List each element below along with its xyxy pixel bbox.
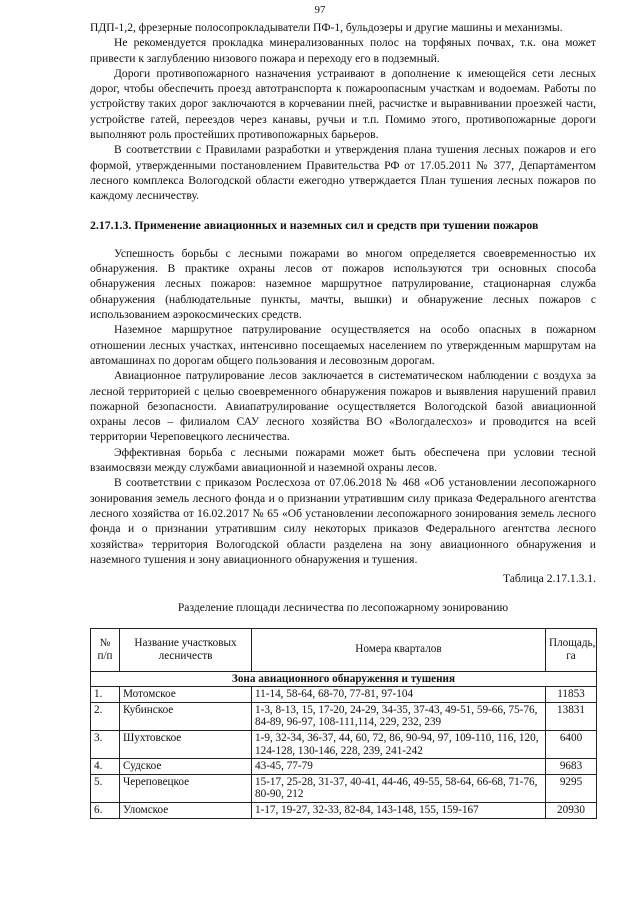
row-quarters: 43-45, 77-79: [252, 759, 546, 775]
row-area: 13831: [546, 702, 597, 730]
paragraph: Эффективная борьба с лесными пожарами может быть обеспечена при условии тесной взаимосвязи между службами авиационной и наземной охраны лесов.: [90, 445, 596, 475]
row-quarters: 15-17, 25-28, 31-37, 40-41, 44-46, 49-55, 58-64, 66-68, 71-76, 80-90, 212: [252, 774, 546, 802]
paragraph-continuation: ПДП-1,2, фрезерные полосопрокладыватели ПФ-1, бульдозеры и другие машины и механизмы.: [90, 21, 563, 34]
document-body: [90, 20, 596, 819]
table-row: [91, 759, 597, 775]
row-num: 2.: [91, 702, 120, 730]
row-quarters: 11-14, 58-64, 68-70, 77-81, 97-104: [252, 687, 546, 703]
paragraph: Авиационное патрулирование лесов заключается в систематическом наблюдении с воздуха за лесной территорией с целью своевременного обнаружения пожаров и выявления нарушений правил пожарной безопасности. Авиапатрулирование осуществляется Вологодской базой авиационной охраны лесов – филиалом САУ лесного хозяйства ВО «Вологдалесхоз» и проводится на всей территории Череповецкого лесничества.: [90, 369, 596, 444]
page-number: 97: [314, 4, 326, 16]
table-row: [91, 702, 597, 730]
row-quarters: 1-9, 32-34, 36-37, 44, 60, 72, 86, 90-94, 97, 109-110, 116, 120, 124-128, 130-146, 228, 239, 241-242: [252, 731, 546, 759]
paragraph: Успешность борьбы с лесными пожарами во многом определяется своевременностью их обнаружения. В практике охраны лесов от пожаров используются три основных способа обнаружения лесных пожаров: наземное маршрутное патрулирование, стационарная служба обнаружения (наблюдательные пункты, мачты, вышки) и обнаружение лесных пожаров с использованием аэрокосмических средств.: [90, 246, 596, 322]
zone-label: Зона авиационного обнаружения и тушения: [91, 671, 597, 687]
zoning-table: [90, 628, 597, 819]
table-row: [91, 803, 597, 819]
row-num: 3.: [91, 731, 120, 759]
row-area: 9683: [546, 759, 597, 775]
row-area: 6400: [546, 731, 597, 759]
header-name: Название участковых лесничеств: [120, 628, 252, 671]
row-name: Кубинское: [120, 702, 252, 730]
row-area: 9295: [546, 774, 597, 802]
header-num: № п/п: [91, 628, 120, 671]
row-num: 1.: [91, 687, 120, 703]
row-name: Шухтовское: [120, 731, 252, 759]
row-num: 5.: [91, 774, 120, 802]
zone-row: [91, 671, 597, 687]
table-row: [91, 774, 597, 802]
table-row: [91, 731, 597, 759]
row-name: Череповецкое: [120, 774, 252, 802]
row-area: 20930: [546, 803, 597, 819]
row-quarters: 1-17, 19-27, 32-33, 82-84, 143-148, 155, 159-167: [252, 803, 546, 819]
header-area: Площадь, га: [546, 628, 597, 671]
table-row: [91, 687, 597, 703]
row-num: 4.: [91, 759, 120, 775]
row-quarters: 1-3, 8-13, 15, 17-20, 24-29, 34-35, 37-43, 49-51, 59-66, 75-76, 84-89, 96-97, 108-111,114, 229, 232, 239: [252, 702, 546, 730]
header-quarters: Номера кварталов: [252, 628, 546, 671]
row-area: 11853: [546, 687, 597, 703]
row-name: Уломское: [120, 803, 252, 819]
paragraph: Дороги противопожарного назначения устраивают в дополнение к имеющейся сети лесных дорог, чтобы обеспечить проезд автотранспорта к пожароопасным участкам и водоемам. Работы по устройству таких дорог заключаются в корчевании пней, расчистке и выравнивании проезжей части, устройстве гатей, переездов через канавы, ручьи и т.п. Помимо этого, противопожарные дороги выполняют роль простейших противопожарных барьеров.: [90, 66, 596, 142]
table-caption: Таблица 2.17.1.3.1.: [502, 572, 596, 586]
section-heading: 2.17.1.3. Применение авиационных и наземных сил и средств при тушении пожаров: [90, 217, 539, 232]
paragraph: Не рекомендуется прокладка минерализованных полос на торфяных почвах, т.к. она может привести к заглублению низового пожара и переходу его в подземный.: [90, 36, 596, 65]
paragraph: В соответствии с Правилами разработки и утверждения плана тушения лесных пожаров и его формой, утвержденными постановлением Правительства РФ от 17.05.2011 № 377, Департаментом лесного комплекса Вологодской области ежегодно утверждается План тушения лесных пожаров по каждому лесничеству.: [90, 143, 596, 203]
row-name: Судское: [120, 759, 252, 775]
paragraph: В соответствии с приказом Рослесхоза от 07.06.2018 № 468 «Об установлении лесопожарного зонирования земель лесного фонда и о признании утратившим силу приказа Федерального агентства лесного хозяйства от 16.02.2017 № 65 «Об установлении лесопожарного зонирования земель лесного фонда и о признании утратившим силу некоторых приказов Федерального агентства лесного хозяйства» территория Вологодской области разделена на зону авиационного обнаружения и наземного тушения и зону авиационного обнаружения и тушения.: [90, 476, 596, 566]
table-header-row: [91, 628, 597, 671]
paragraph: Наземное маршрутное патрулирование осуществляется на особо опасных в пожарном отношении лесных участках, интенсивно посещаемых населением по утвержденным маршрутам на автомашинах по дорогам общего пользования и лесовозным дорогам.: [90, 323, 596, 367]
row-name: Мотомское: [120, 687, 252, 703]
row-num: 6.: [91, 803, 120, 819]
table-title: Разделение площади лесничества по лесопожарному зонированию: [177, 601, 509, 615]
